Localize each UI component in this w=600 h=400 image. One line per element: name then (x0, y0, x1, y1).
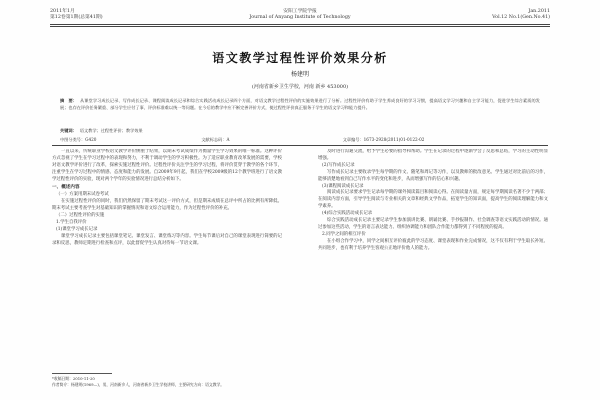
meta-rule (52, 145, 548, 146)
body-left-heading: 1.学生自我评价 (56, 220, 87, 226)
keywords-label: 关键词： (60, 128, 77, 133)
body-left-paragraph: 一直以来，传统职业学校语文教学评价侧重于结果，以期末考试成绩作为衡量学生学习效果的唯一标准。这种评价方式忽视了学生在学习过程中的表现和努力，不利于调动学生的学习积极性。为了适应职业教育改革发展的需要，学校对语文教学评价进行了改革，探索实施过程性评价。过程性评价关注学生的学习过程，将评价贯穿于教学的各个环节，注重学生在学习过程中的情感、态度和能力的发展。自2009年9月起，我们在学校2009级的12个教学班进行了语文教学过程性评价的实验，现对两个学年的实验情况进行总结分析如下。 (52, 149, 282, 182)
header-rule (50, 24, 550, 25)
body-column-left (52, 149, 282, 381)
body-right-paragraph: 在小组合作学习中，同学之间相互评价彼此的学习态度、课堂表现和作业完成情况，这不仅有利于学生取长补短、共同进步，也有利于培养学生客观公正地评价他人的能力。 (318, 238, 548, 251)
header-rule-thin (50, 26, 550, 27)
journal-name-en: Journal of Anyang Institute of Technology (249, 15, 351, 20)
body-left-heading: 一、概述内容 (52, 184, 80, 190)
body-left-paragraph: 课堂学习成长记录主要包括课堂笔记、课堂发言、课堂练习等内容。学生每节课后对自己的课堂表现进行简要的记录和反思，教师定期进行检查和点评，以此督促学生认真对待每一节语文课。 (52, 233, 282, 246)
footnote-rule (52, 373, 112, 374)
article-number: 文章编号：1673-2928(2011)01-0122-02 (342, 137, 425, 142)
body-column-right (318, 149, 548, 381)
header-right (492, 9, 550, 21)
abstract-label: 摘 要： (60, 98, 78, 103)
body-right-heading: (3)课程阅读成长记录 (322, 183, 364, 189)
body-left-paragraph: 在实施过程性评价的同时，我们仍然保留了期末考试这一评价方式，但是期末成绩在总评中所占的比例有所降低。期末考试主要考查学生对基础知识的掌握情况和语文综合运用能力，作为过程性评价的补充。 (52, 199, 282, 212)
clc-number: 中图分类号：G420 (60, 137, 97, 142)
keywords (60, 128, 540, 134)
header-date-en: Jan.2011 (528, 9, 550, 14)
body-right-heading: (2)写作成长记录 (322, 162, 355, 168)
journal-name: 安阳工学院学报 (283, 9, 317, 14)
header-volume-en: Vol.12 No.1(Gen.No.41) (492, 15, 550, 20)
header-date: 2011年1月 (50, 9, 75, 14)
body-right-heading: 2.同学之间的相互评价 (322, 231, 366, 237)
body-right-paragraph: 写作成长记录主要收录学生每学期的作文、随笔和周记等习作，以及教师的批改意见。学生通过对比前后的习作，能够清楚地看到自己写作水平的变化和进步，从而增强写作的信心和兴趣。 (318, 169, 548, 182)
body-right-paragraph: 阅读成长记录要求学生记录每学期的课外阅读篇目和阅读心得。在阅读量方面，规定每学期阅读名著不少于两部；在阅读内容方面，引导学生阅读与专业相关的文章和经典文学作品，拓宽学生的知识面，提高学生的阅读理解能力和文学素养。 (318, 190, 548, 210)
body-left-heading: (1)课堂学习成长记录 (56, 226, 98, 232)
article-title: 语文教学过程性评价效果分析 (212, 51, 388, 65)
body-right-paragraph: 综合实践活动成长记录主要记录学生参加演讲比赛、朗诵比赛、手抄报制作、社会调查等语文实践活动的情况。通过参加这些活动，学生的语言表达能力、组织协调能力和团队合作能力都得到了不同程度的提高。 (318, 218, 548, 230)
abstract (60, 97, 540, 111)
body-left-heading: （二）过程性评价的实施 (56, 213, 105, 219)
body-right-paragraph: 及时进行沟通交流，给予学生必要的指导和帮助。学生在记录的过程中逐渐学会了反思和总结，学习的主动性明显增强。 (318, 149, 548, 161)
header-volume: 第12卷第1期(总第41期) (50, 15, 103, 20)
author-affiliation: (河南省新乡卫生学校，河南 新乡 453000) (251, 84, 349, 90)
body-right-heading: (4)综合实践活动成长记录 (322, 211, 373, 217)
author-bio: 作者简介：杨建明(1969—)，男，河南新乡人，河南省新乡卫生学校讲师，主要研究方向：语文教学。 (52, 381, 225, 387)
abstract-text: 从课堂学习成长记录、写作成长记录、课程阅读成长记录和综合实践活动成长记录四个方面，对语文教学过程性评价的实施效果进行了分析。过程性评价有助于学生养成良好的学习习惯，提高语文学习兴趣和自主学习能力，促进学生综合素质的发展；也存在评价任务繁重、部分学生应付了事、评价标准难以统一等问题。在今后的教学中应不断完善评价方式，使过程性评价真正服务于学生的语文学习和能力提升。 (60, 98, 540, 111)
footnote (52, 376, 282, 387)
article-meta (60, 137, 540, 143)
keywords-text: 语文教学；过程性评价；教学效果 (79, 128, 143, 133)
received-date: *收稿日期：2010-11-20 (52, 376, 95, 381)
article-author: 杨建明 (290, 71, 309, 78)
body-left-heading: （一）方案用期末试卷考试 (56, 192, 109, 198)
document-code: 文献标志码：A (201, 137, 230, 142)
